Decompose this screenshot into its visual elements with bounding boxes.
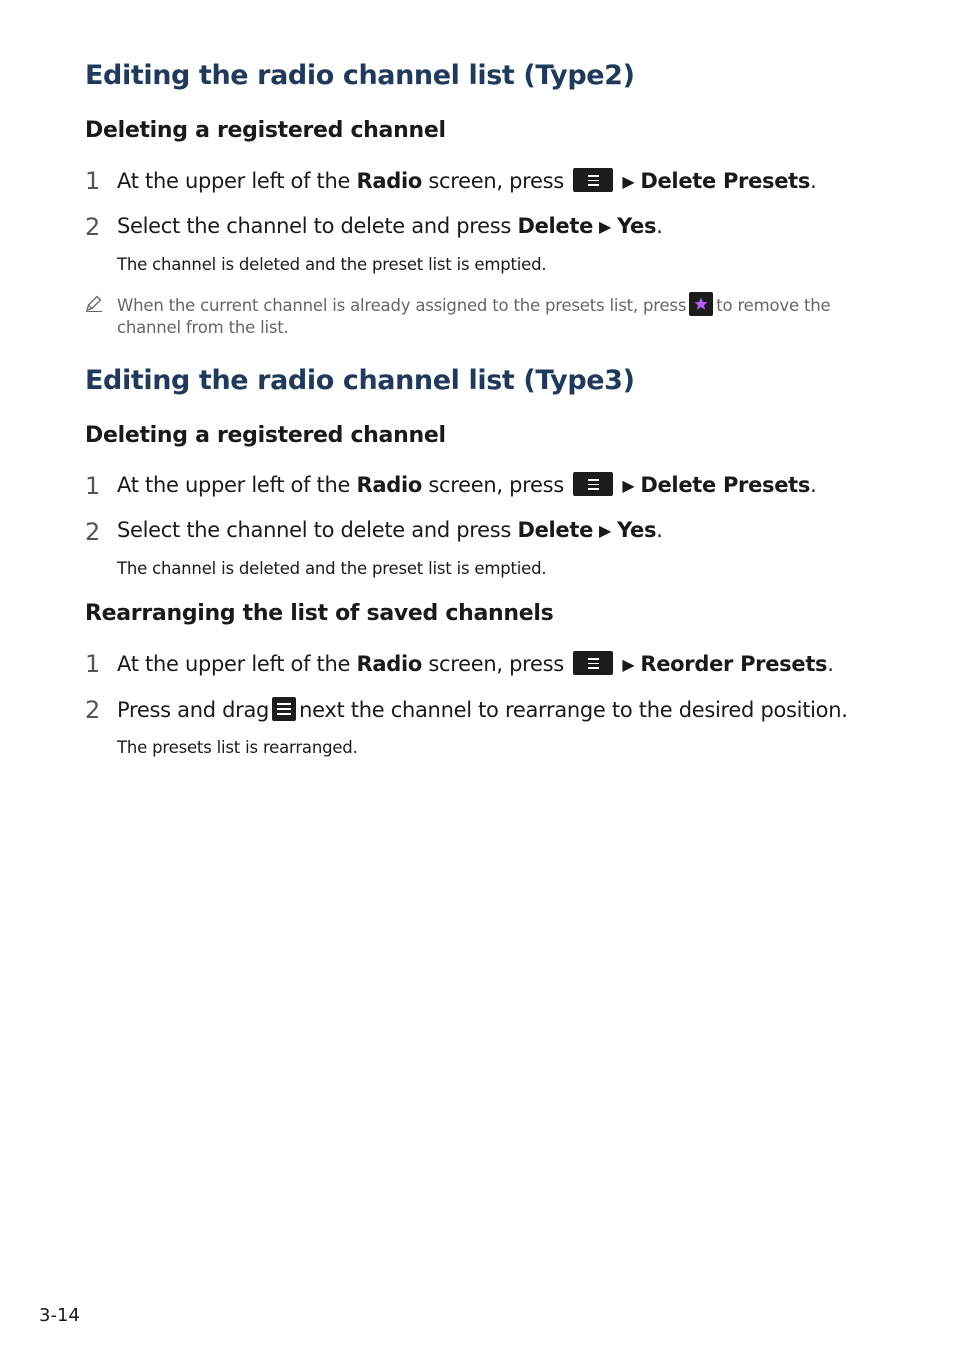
right-triangle-icon: ▶ — [622, 655, 635, 674]
step-text: screen, press — [422, 473, 571, 497]
section-title-type3: Editing the radio channel list (Type3) — [85, 365, 635, 396]
step-bold-term: Delete — [517, 214, 594, 238]
step-end: . — [810, 473, 817, 497]
step-end: . — [656, 518, 663, 542]
step-text: screen, press — [422, 652, 571, 676]
step-text: Select the channel to delete and press — [117, 518, 518, 542]
step-instruction — [117, 168, 817, 193]
step-text: Press and drag — [117, 698, 270, 722]
step-target: Yes — [617, 214, 657, 238]
right-triangle-icon: ▶ — [622, 172, 635, 191]
step-target: Delete Presets — [640, 169, 811, 193]
menu-icon — [573, 472, 613, 496]
note-text: to remove the — [716, 296, 831, 315]
subtitle-deleting-channel: Deleting a registered channel — [85, 118, 446, 143]
step-number: 2 — [85, 518, 101, 546]
subtitle-rearranging: Rearranging the list of saved channels — [85, 601, 554, 626]
step-instruction — [117, 214, 663, 238]
step-number: 1 — [85, 650, 101, 678]
step-end: . — [810, 169, 817, 193]
step-text: Select the channel to delete and press — [117, 214, 518, 238]
step-target: Delete Presets — [640, 473, 811, 497]
pencil-note-icon — [84, 293, 104, 317]
step-instruction — [117, 518, 663, 542]
star-icon — [689, 292, 713, 316]
step-end: . — [656, 214, 663, 238]
step-bold-term: Radio — [356, 473, 422, 497]
note-line — [117, 292, 830, 316]
step-bold-term: Radio — [356, 169, 422, 193]
step-instruction — [117, 472, 817, 497]
step-number: 1 — [85, 167, 101, 195]
step-result: The presets list is rearranged. — [117, 738, 358, 757]
menu-icon — [573, 651, 613, 675]
step-end: . — [827, 652, 834, 676]
note-line: channel from the list. — [117, 318, 289, 337]
step-bold-term: Delete — [517, 518, 594, 542]
note-text: When the current channel is already assigned to the presets list, press — [117, 296, 687, 315]
step-text: At the upper left of the — [117, 169, 357, 193]
step-target: Reorder Presets — [640, 652, 828, 676]
step-text: next the channel to rearrange to the desired position. — [299, 698, 848, 722]
step-target: Yes — [617, 518, 657, 542]
page-number: 3-14 — [39, 1305, 80, 1326]
drag-handle-icon — [272, 697, 296, 721]
step-result: The channel is deleted and the preset list is emptied. — [117, 255, 547, 274]
step-number: 1 — [85, 472, 101, 500]
right-triangle-icon: ▶ — [622, 476, 635, 495]
step-number: 2 — [85, 696, 101, 724]
subtitle-deleting-channel: Deleting a registered channel — [85, 423, 446, 448]
menu-icon — [573, 168, 613, 192]
step-text: At the upper left of the — [117, 652, 357, 676]
step-text: At the upper left of the — [117, 473, 357, 497]
step-bold-term: Radio — [356, 652, 422, 676]
step-instruction — [117, 651, 834, 676]
right-triangle-icon: ▶ — [599, 217, 612, 236]
section-title-type2: Editing the radio channel list (Type2) — [85, 60, 635, 91]
step-number: 2 — [85, 213, 101, 241]
step-text: screen, press — [422, 169, 571, 193]
step-result: The channel is deleted and the preset list is emptied. — [117, 559, 547, 578]
step-instruction — [117, 697, 848, 722]
right-triangle-icon: ▶ — [599, 521, 612, 540]
